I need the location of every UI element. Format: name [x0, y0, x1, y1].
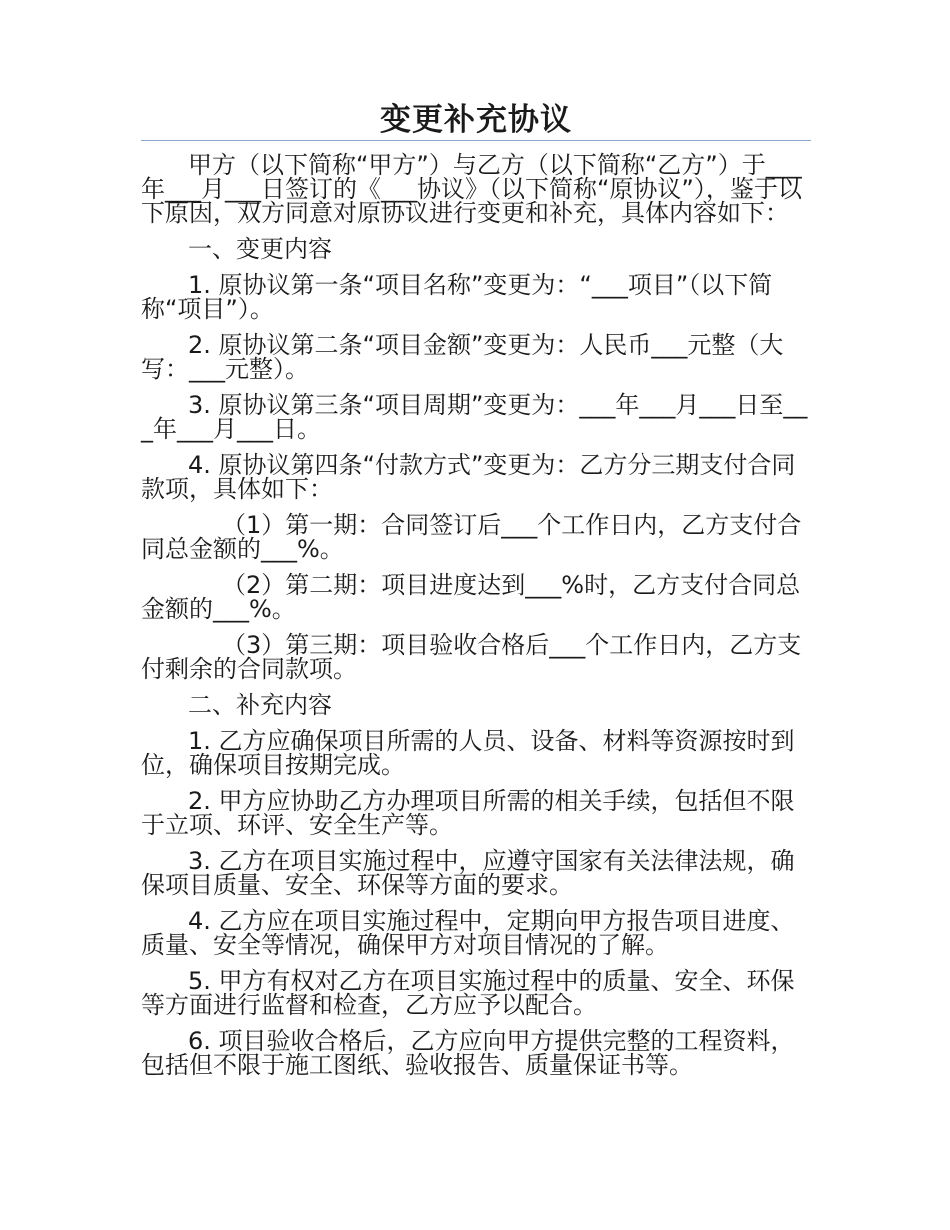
- supplement-item-2: 2. 甲方应协助乙方办理项目所需的相关手续，包括但不限于立项、环评、安全生产等。: [141, 787, 795, 839]
- supplement-item-6: 6. 项目验收合格后，乙方应向甲方提供完整的工程资料，包括但不限于施工图纸、验收报告、质量保证书等。: [141, 1027, 795, 1079]
- supplement-item-1: 1. 乙方应确保项目所需的人员、设备、材料等资源按时到位，确保项目按期完成。: [141, 727, 795, 779]
- payment-phase-3: （3）第三期：项目验收合格后___个工作日内，乙方支付剩余的合同款项。: [141, 631, 802, 683]
- document-title: 变更补充协议: [380, 102, 572, 138]
- supplement-item-5: 5. 甲方有权对乙方在项目实施过程中的质量、安全、环保等方面进行监督和检查，乙方应予以配合。: [141, 967, 795, 1019]
- payment-phase-1: （1）第一期：合同签订后___个工作日内，乙方支付合同总金额的___%。: [141, 511, 802, 563]
- supplement-item-3: 3. 乙方在项目实施过程中，应遵守国家有关法律法规，确保项目质量、安全、环保等方面的要求。: [141, 847, 795, 899]
- change-item-3: 3. 原协议第三条“项目周期”变更为：___年___月___日至___年___月___日。: [141, 391, 808, 443]
- section-heading-changes: 一、变更内容: [188, 235, 332, 263]
- title-underline: [141, 140, 811, 141]
- supplement-item-4: 4. 乙方应在项目实施过程中，定期向甲方报告项目进度、质量、安全等情况，确保甲方对项目情况的了解。: [141, 907, 795, 959]
- change-item-2: 2. 原协议第二条“项目金额”变更为：人民币___元整（大写：___元整）。: [141, 331, 784, 383]
- document-page: [141, 100, 811, 1089]
- section-heading-supplements: 二、补充内容: [188, 691, 332, 719]
- change-item-4: 4. 原协议第四条“付款方式”变更为：乙方分三期支付合同款项，具体如下：: [141, 451, 796, 503]
- intro-paragraph: 甲方（以下简称“甲方”）与乙方（以下简称“乙方”）于___年___月___日签订的《___协议》（以下简称“原协议”），鉴于以下原因，双方同意对原协议进行变更和补充，具体内容如下：: [141, 151, 802, 227]
- payment-phase-2: （2）第二期：项目进度达到___%时，乙方支付合同总金额的___%。: [141, 571, 801, 623]
- change-item-1: 1. 原协议第一条“项目名称”变更为：“___项目”（以下简称“项目”）。: [141, 271, 773, 323]
